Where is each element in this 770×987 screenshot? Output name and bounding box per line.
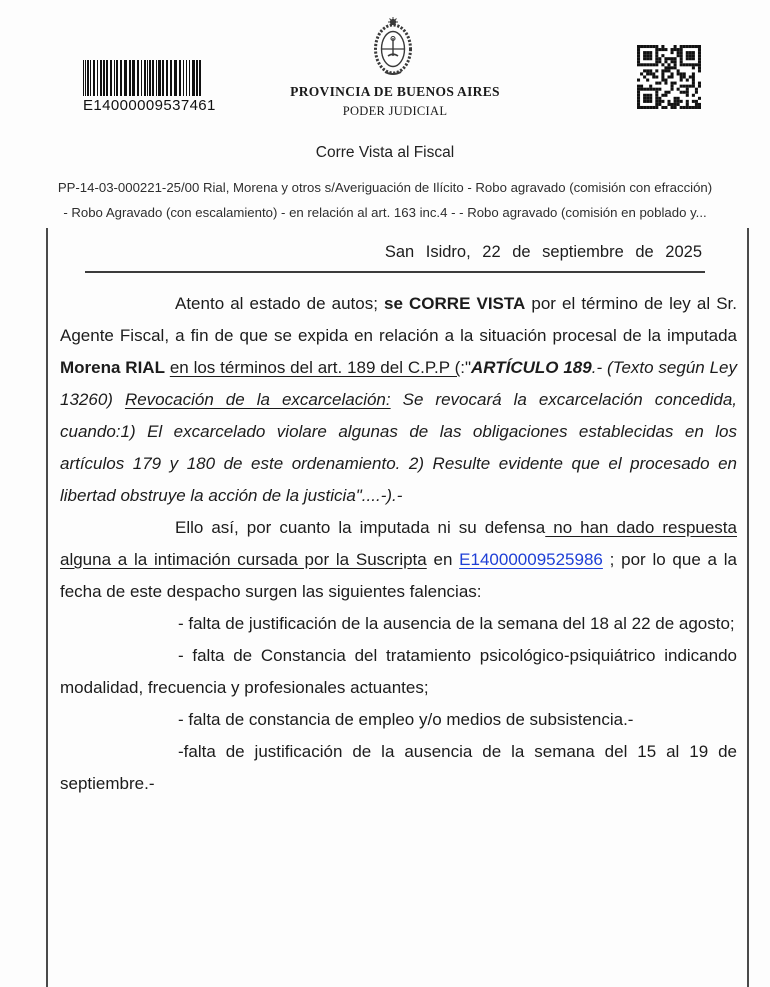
text-segment: :" (460, 358, 471, 377)
text-segment: Se revocará la excarcelación concedida, cuando:1) El excarcelado violare algunas de las obligaciones establecidas en los artículos 179 y 180 de este ordenamiento. 2) Resulte evidente que el procesado en libertad obstruye la acción de la justicia"....-).- (60, 390, 737, 505)
falencia-item (60, 736, 737, 800)
text-segment: ; por lo que a la fecha de este despacho surgen las siguientes falencias: (60, 550, 738, 601)
text-segment: por el término de ley al Sr. Agente Fiscal, a fin de que se expida en relación a la situación procesal de la imputada (60, 294, 737, 345)
case-caption-line1: PP-14-03-000221-25/00 Rial, Morena y otros s/Averiguación de Ilícito - Robo agravado (comisión con efracción) (57, 180, 713, 195)
text-segment: - falta de Constancia del tratamiento psicológico-psiquiátrico indicando modalidad, frecuencia y profesionales actuantes; (60, 646, 737, 697)
case-caption (35, 175, 735, 225)
org-name: PROVINCIA DE BUENOS AIRES (290, 84, 500, 99)
org-branch: PODER JUDICIAL (342, 104, 448, 118)
text-segment: en los términos del art. 189 del C.P.P ( (169, 358, 461, 377)
barcode-icon (83, 60, 203, 96)
text-segment: (Texto según Ley 13260) (60, 358, 737, 409)
efile-link[interactable]: E14000009525986 (459, 550, 603, 569)
falencia-item (60, 608, 737, 640)
qr-code-icon (637, 45, 701, 109)
text-segment: -falta de justificación de la ausencia de la semana del 15 al 19 de septiembre.- (60, 742, 737, 793)
falencia-item (60, 704, 737, 736)
case-caption-line2: - Robo Agravado (con escalamiento) - en relación al art. 163 inc.4 - - Robo agravado (comisión en poblado y... (63, 205, 707, 220)
text-segment: se CORRE VISTA (384, 294, 526, 313)
right-margin-line (747, 228, 749, 987)
falencia-item (60, 640, 737, 704)
text-segment: no han dado respuesta alguna a la intimación cursada por la Suscripta (60, 518, 737, 569)
barcode-block (83, 60, 216, 114)
document-title: Corre Vista al Fiscal (315, 144, 455, 161)
org-header (235, 84, 555, 119)
date-rule (85, 271, 705, 273)
text-segment: Ello así, por cuanto la imputada ni su defensa (175, 518, 546, 537)
dateline: San Isidro, 22 de septiembre de 2025 (384, 243, 702, 261)
text-segment: Atento al estado de autos; (175, 294, 385, 313)
document-body (60, 288, 737, 800)
text-segment: Revocación de la excarcelación: (124, 390, 391, 409)
body-paragraph (60, 288, 737, 512)
text-segment: - falta de justificación de la ausencia de la semana del 18 al 22 de agosto; (178, 614, 735, 633)
barcode-number: E14000009537461 (83, 97, 216, 114)
left-margin-line (46, 228, 48, 987)
text-segment: - falta de constancia de empleo y/o medios de subsistencia.- (178, 710, 634, 729)
text-segment: ARTÍCULO 189 (471, 358, 592, 377)
text-segment: .- (591, 358, 607, 377)
text-segment: en (426, 550, 460, 569)
coat-of-arms-icon (371, 16, 415, 78)
text-segment: Morena RIAL (60, 358, 165, 377)
body-paragraph (60, 512, 737, 608)
